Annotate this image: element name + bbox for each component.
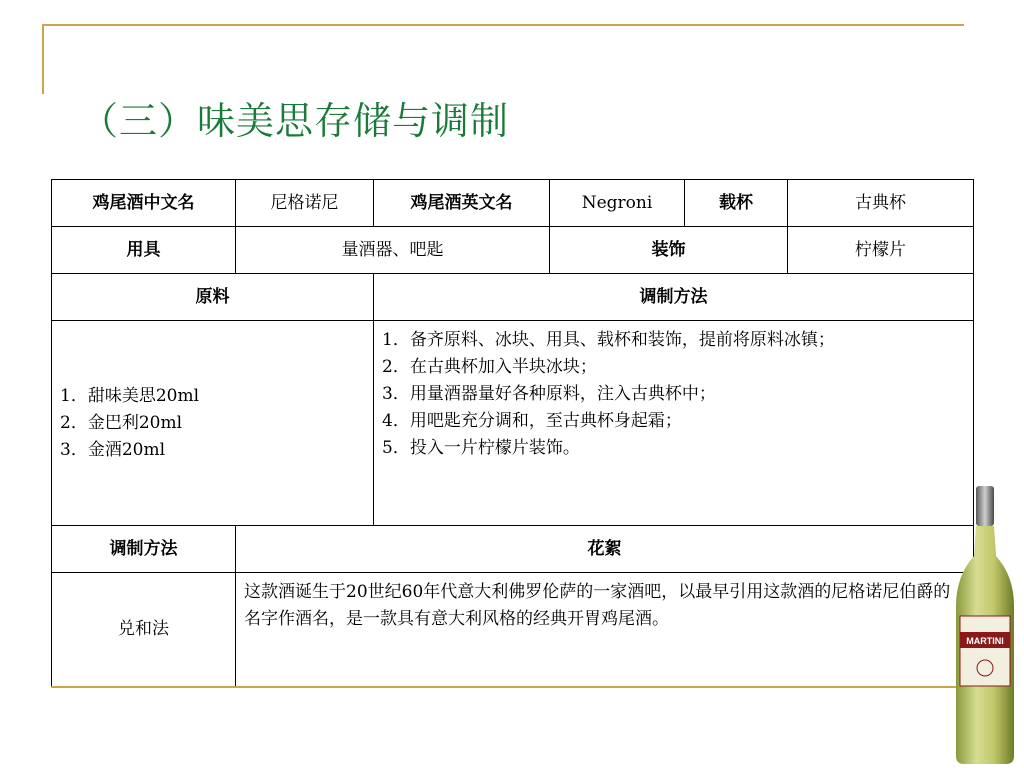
en-name-value: Negroni	[550, 180, 685, 227]
garnish-value: 柠檬片	[788, 227, 974, 274]
steps-list	[374, 321, 974, 526]
cn-name-value: 尼格诺尼	[236, 180, 374, 227]
list-item: 3．金酒20ml	[60, 439, 166, 460]
header-rule-vertical	[42, 24, 44, 94]
ingredients-list	[52, 321, 374, 526]
list-item: 2．金巴利20ml	[60, 412, 183, 433]
table-row	[52, 274, 974, 321]
martini-bottle-image	[952, 486, 1018, 764]
table-row	[52, 321, 974, 526]
tools-value: 量酒器、吧匙	[236, 227, 550, 274]
story-label: 花絮	[236, 526, 974, 573]
method-label: 调制方法	[52, 526, 236, 573]
list-item: 3．用量酒器量好各种原料，注入古典杯中；	[382, 384, 716, 404]
table-row	[52, 180, 974, 227]
story-text: 这款酒诞生于20世纪60年代意大利佛罗伦萨的一家酒吧，以最早引用这款酒的尼格诺尼伯爵的名字作酒名，是一款具有意大利风格的经典开胃鸡尾酒。	[236, 573, 974, 688]
glass-label: 载杯	[685, 180, 788, 227]
svg-text:MARTINI: MARTINI	[966, 636, 1004, 646]
table-row	[52, 573, 974, 688]
list-item: 2．在古典杯加入半块冰块；	[382, 357, 597, 377]
header-rule-horizontal	[42, 24, 964, 26]
list-item: 1．甜味美思20ml	[60, 385, 200, 406]
table-row	[52, 227, 974, 274]
tools-label: 用具	[52, 227, 236, 274]
cn-name-label: 鸡尾酒中文名	[52, 180, 236, 227]
glass-value: 古典杯	[788, 180, 974, 227]
list-item: 4．用吧匙充分调和，至古典杯身起霜；	[382, 411, 682, 431]
en-name-label: 鸡尾酒英文名	[374, 180, 550, 227]
recipe-table	[51, 179, 974, 688]
slide-title: （三）味美思存储与调制	[80, 99, 510, 143]
ingredients-label: 原料	[52, 274, 374, 321]
steps-label: 调制方法	[374, 274, 974, 321]
list-item: 1．备齐原料、冰块、用具、载杯和装饰，提前将原料冰镇；	[382, 330, 835, 350]
garnish-label: 装饰	[550, 227, 788, 274]
table-row	[52, 526, 974, 573]
list-item: 5．投入一片柠檬片装饰。	[382, 438, 580, 458]
method-value: 兑和法	[52, 573, 236, 688]
